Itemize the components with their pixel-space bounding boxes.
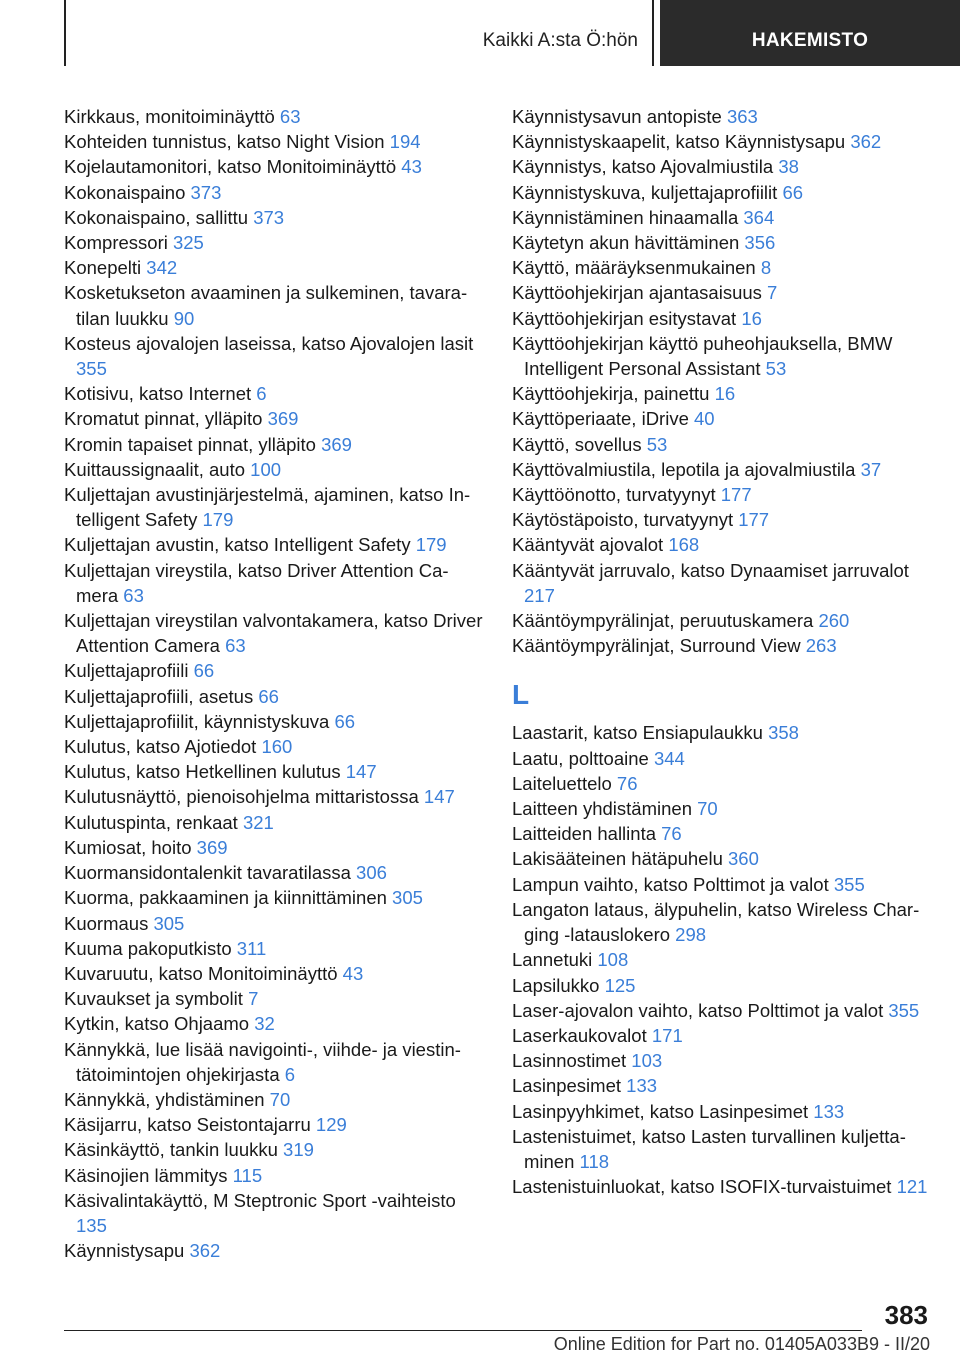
index-list-l <box>512 720 932 1199</box>
index-entry-text: Käynnistyskuva, kuljettajaprofiilit <box>512 181 783 203</box>
index-entry-text: Kuljettajan vireystilan valvontakamera, katso Driver Attention Camera <box>64 610 483 657</box>
index-entry-text: Käytöstäpoisto, turvatyynyt <box>512 509 739 531</box>
index-entry-text: Laser-ajovalon vaihto, katso Polttimot ja valot <box>512 999 889 1021</box>
index-entry <box>512 897 932 947</box>
page-link[interactable]: 168 <box>668 534 700 556</box>
page-link[interactable]: 321 <box>242 811 274 833</box>
index-entry-text: Laastarit, katso Ensiapulaukku <box>512 722 769 744</box>
index-entry-text: Käsinojien lämmitys <box>64 1164 233 1186</box>
index-entry <box>512 821 932 846</box>
index-entry <box>64 608 484 658</box>
page-link[interactable]: 100 <box>250 458 282 480</box>
index-entry <box>64 860 484 885</box>
index-entry-text: Käsivalintakäyttö, M Steptronic Sport -vaihteisto <box>64 1189 456 1211</box>
page-link[interactable]: 133 <box>626 1075 658 1097</box>
index-entry-text: Laserkaukovalot <box>512 1024 652 1046</box>
index-entry-text: Kompressori <box>64 232 173 254</box>
page-link[interactable]: 263 <box>805 635 837 657</box>
index-entry <box>64 734 484 759</box>
index-entry <box>512 720 932 745</box>
page-link[interactable]: 90 <box>173 307 195 329</box>
page-link[interactable]: 66 <box>782 181 804 203</box>
index-entry-text: Käynnistyskaapelit, katso Käynnistysapu <box>512 131 851 153</box>
page-link[interactable]: 325 <box>172 232 204 254</box>
index-entry <box>512 1048 932 1073</box>
page-link[interactable]: 179 <box>202 509 234 531</box>
index-entry <box>512 381 932 406</box>
index-entry-text: Lasinpesimet <box>512 1075 627 1097</box>
index-entry <box>512 104 932 129</box>
index-entry <box>512 482 932 507</box>
page-link[interactable]: 369 <box>196 836 228 858</box>
index-entry <box>64 1011 484 1036</box>
index-entry <box>512 796 932 821</box>
index-entry-text: Kulutus, katso Ajotiedot <box>64 736 262 758</box>
page-link[interactable]: 179 <box>415 534 447 556</box>
index-entry-text: Lastenistuimet, katso Lasten turvallinen kuljettaminen <box>512 1125 906 1172</box>
index-entry-text: Kännykkä, lue lisää navigointi-, viihde- ja viestintätoimintojen ohjekirjasta <box>64 1038 461 1085</box>
page-link[interactable]: 7 <box>248 988 259 1010</box>
page-link[interactable]: 171 <box>651 1024 683 1046</box>
page-link[interactable]: 63 <box>123 584 144 606</box>
index-entry <box>64 558 484 608</box>
page-link[interactable]: 355 <box>833 873 865 895</box>
header-section-box <box>64 0 654 66</box>
index-entry <box>512 1073 932 1098</box>
index-entry <box>512 1174 932 1199</box>
index-entry <box>512 331 932 381</box>
page-link[interactable]: 6 <box>256 383 267 405</box>
page-link[interactable]: 66 <box>193 660 215 682</box>
index-entry-text: Käyttöohjekirjan esitystavat <box>512 307 742 329</box>
page-link[interactable]: 70 <box>269 1088 291 1110</box>
index-entry <box>64 936 484 961</box>
footer-edition-text: Online Edition for Part no. 01405A033B9 - II/20 <box>553 1334 930 1354</box>
index-entry <box>64 835 484 860</box>
index-entry <box>512 255 932 280</box>
index-entry-text: Kotisivu, katso Internet <box>64 383 257 405</box>
page-link[interactable]: 362 <box>189 1240 221 1262</box>
page-link[interactable]: 115 <box>232 1164 263 1186</box>
index-entry <box>64 104 484 129</box>
index-entry-text: Kuorma, pakkaaminen ja kiinnittäminen <box>64 887 393 909</box>
index-entry <box>512 1124 932 1174</box>
index-entry-text: Kuljettajan vireystila, katso Driver Attention Camera <box>64 559 449 606</box>
index-entry <box>512 180 932 205</box>
index-entry <box>64 154 484 179</box>
index-entry <box>512 771 932 796</box>
index-entry <box>512 457 932 482</box>
index-tab-label: HAKEMISTO <box>751 30 869 51</box>
index-entry <box>64 1112 484 1137</box>
page-link[interactable]: 38 <box>778 156 799 178</box>
page-link[interactable]: 125 <box>604 974 636 996</box>
index-list-k-continued <box>512 104 932 658</box>
index-entry-text: Lampun vaihto, katso Polttimot ja valot <box>512 873 834 895</box>
page-link[interactable]: 53 <box>646 433 668 455</box>
index-entry-text: Lapsilukko <box>512 974 605 996</box>
page-link[interactable]: 43 <box>401 156 422 178</box>
index-entry-text: Kuittaussignaalit, auto <box>64 458 251 480</box>
index-entry-text: Kokonaispaino <box>64 181 191 203</box>
page-link[interactable]: 103 <box>631 1050 663 1072</box>
index-entry-text: Käynnistysavun antopiste <box>512 106 727 127</box>
index-entry <box>512 129 932 154</box>
page-link[interactable]: 356 <box>744 232 776 254</box>
index-entry-text: Kääntyvät ajovalot <box>512 534 669 556</box>
index-entry-text: Kuvaruutu, katso Monitoiminäyttö <box>64 962 343 984</box>
index-entry <box>512 558 932 608</box>
index-column-right <box>512 104 932 1199</box>
page-link[interactable]: 16 <box>741 307 762 329</box>
index-entry <box>512 306 932 331</box>
page-link[interactable]: 311 <box>236 937 267 959</box>
page-link[interactable]: 63 <box>225 635 246 657</box>
index-entry <box>64 381 484 406</box>
index-entry <box>64 784 484 809</box>
page-link[interactable]: 147 <box>345 761 377 783</box>
index-entry <box>64 230 484 255</box>
index-entry <box>64 532 484 557</box>
index-entry-text: Kuljettajan avustin, katso Intelligent Safety <box>64 534 416 556</box>
index-entry <box>64 961 484 986</box>
index-entry-text: Kumiosat, hoito <box>64 836 197 858</box>
index-entry-text: Käynnistäminen hinaamalla <box>512 206 744 228</box>
page-link[interactable]: 76 <box>616 772 638 794</box>
index-entry <box>64 658 484 683</box>
index-entry-text: Laatu, polttoaine <box>512 747 654 769</box>
index-entry-text: Käynnistysapu <box>64 1240 190 1262</box>
index-entry-text: Kosteus ajovalojen laseissa, katso Ajovalojen lasit <box>64 332 474 354</box>
index-entry <box>64 759 484 784</box>
index-entry <box>64 810 484 835</box>
index-entry-text: Kuormaus <box>64 912 154 934</box>
index-entry-text: Kojelautamonitori, katso Monitoiminäyttö <box>64 156 402 178</box>
index-entry <box>512 998 932 1023</box>
index-entry-text: Käyttöohjekirjan käyttö puheohjauksella, BMW Intelligent Personal Assistant <box>512 332 893 380</box>
section-label: Kaikki A:sta Ö:hön <box>482 30 638 51</box>
index-entry-text: Lasinnostimet <box>512 1050 632 1072</box>
index-entry-text: Kulutus, katso Hetkellinen kulutus <box>64 761 346 783</box>
page-link[interactable]: 342 <box>146 257 178 279</box>
index-tab[interactable] <box>660 0 960 66</box>
page-link[interactable]: 70 <box>697 798 718 820</box>
index-entry <box>64 1188 484 1238</box>
index-entry <box>64 129 484 154</box>
page-link[interactable]: 194 <box>389 131 421 153</box>
index-entry-text: Kosketukseton avaaminen ja sulkeminen, tavaratilan luukku <box>64 282 468 329</box>
index-entry <box>512 846 932 871</box>
index-entry <box>64 1163 484 1188</box>
index-entry <box>64 885 484 910</box>
index-entry-text: Kuljettajaprofiili <box>64 660 194 682</box>
page-link[interactable]: 135 <box>76 1214 107 1236</box>
index-entry-text: Kytkin, katso Ohjaamo <box>64 1013 255 1035</box>
index-entry-text: Kromatut pinnat, ylläpito <box>64 408 268 430</box>
page-link[interactable]: 355 <box>76 358 107 380</box>
index-entry-text: Kokonaispaino, sallittu <box>64 206 254 228</box>
page-link[interactable]: 160 <box>261 736 293 758</box>
page-link[interactable]: 66 <box>258 685 279 707</box>
index-entry <box>512 154 932 179</box>
page-link[interactable]: 43 <box>342 962 364 984</box>
index-entry <box>64 709 484 734</box>
page-link[interactable]: 369 <box>267 408 299 430</box>
index-entry <box>64 1037 484 1087</box>
page-link[interactable]: 373 <box>190 181 222 203</box>
page-link[interactable]: 7 <box>767 282 778 304</box>
index-entry <box>64 331 484 381</box>
index-entry-text: Kuuma pakoputkisto <box>64 937 237 959</box>
index-entry <box>512 947 932 972</box>
index-entry-text: Käyttövalmiustila, lepotila ja ajovalmiustila <box>512 458 861 480</box>
index-entry <box>512 1099 932 1124</box>
page-link[interactable]: 118 <box>579 1150 610 1172</box>
index-entry-text: Kääntyvät jarruvalo, katso Dynaamiset jarruvalot <box>512 559 909 581</box>
index-entry <box>512 746 932 771</box>
index-entry-text: Käyttöperiaate, iDrive <box>512 408 695 430</box>
index-section-letter: L <box>512 679 530 711</box>
page-link[interactable]: 121 <box>896 1176 928 1198</box>
index-entry <box>64 205 484 230</box>
index-entry-text: Kännykkä, yhdistäminen <box>64 1088 270 1110</box>
index-entry <box>64 482 484 532</box>
page-link[interactable]: 6 <box>284 1063 296 1085</box>
page-link[interactable]: 8 <box>760 257 772 279</box>
page-link[interactable]: 305 <box>153 912 185 934</box>
page-link[interactable]: 16 <box>714 383 736 405</box>
page-link[interactable]: 37 <box>860 458 882 480</box>
index-entry <box>512 608 932 633</box>
index-entry <box>512 1023 932 1048</box>
index-entry <box>64 457 484 482</box>
index-entry-text: Kirkkaus, monitoiminäyttö <box>64 106 280 127</box>
index-entry <box>512 973 932 998</box>
index-entry <box>512 633 932 658</box>
index-entry-text: Kuormansidontalenkit tavaratilassa <box>64 862 357 884</box>
index-entry <box>64 684 484 709</box>
index-entry-text: Käytetyn akun hävittäminen <box>512 232 745 254</box>
page-link[interactable]: 260 <box>818 610 850 632</box>
index-entry-text: Lastenistuinluokat, katso ISOFIX-turvaistuimet <box>512 1176 897 1198</box>
page-link[interactable]: 147 <box>423 786 455 808</box>
page-link[interactable]: 355 <box>888 999 920 1021</box>
page-link[interactable]: 32 <box>254 1013 275 1035</box>
index-entry-text: Laitteiden hallinta <box>512 823 662 845</box>
index-entry-text: Käyttö, määräyksenmukainen <box>512 257 761 279</box>
index-entry-text: Kohteiden tunnistus, katso Night Vision <box>64 131 390 153</box>
index-entry-text: Laitteen yhdistäminen <box>512 798 698 820</box>
index-entry <box>64 986 484 1011</box>
page-link[interactable]: 362 <box>850 131 882 153</box>
index-entry <box>512 532 932 557</box>
index-entry-text: Käyttöönotto, turvatyynyt <box>512 484 721 506</box>
footer-divider <box>64 1330 862 1331</box>
index-entry-text: Kulutuspinta, renkaat <box>64 811 243 833</box>
index-entry-text: Lannetuki <box>512 949 598 971</box>
index-entry-text: Käsinkäyttö, tankin luukku <box>64 1139 284 1161</box>
page-link[interactable]: 63 <box>279 106 301 127</box>
index-entry <box>512 230 932 255</box>
index-column-left <box>64 104 484 1263</box>
page-link[interactable]: 177 <box>720 484 752 506</box>
page-link[interactable]: 129 <box>315 1114 347 1136</box>
index-entry <box>512 432 932 457</box>
page-link[interactable]: 306 <box>356 862 387 884</box>
page-link[interactable]: 360 <box>728 848 759 870</box>
index-entry <box>64 1087 484 1112</box>
index-entry-text: Kääntöympyrälinjat, Surround View <box>512 635 806 657</box>
index-entry-text: Käynnistys, katso Ajovalmiustila <box>512 156 779 178</box>
page-link[interactable]: 66 <box>334 710 356 732</box>
index-entry <box>64 406 484 431</box>
page-link[interactable]: 373 <box>253 206 285 228</box>
page-link[interactable]: 319 <box>283 1139 314 1161</box>
index-entry <box>512 872 932 897</box>
page-link[interactable]: 133 <box>813 1100 845 1122</box>
index-entry-text: Kuljettajaprofiilit, käynnistyskuva <box>64 710 335 732</box>
page-link[interactable]: 298 <box>675 924 707 946</box>
index-entry <box>64 255 484 280</box>
page-link[interactable]: 108 <box>597 949 629 971</box>
index-entry <box>64 1137 484 1162</box>
index-entry <box>64 911 484 936</box>
page-link[interactable]: 177 <box>738 509 770 531</box>
index-entry-text: Kääntöympyrälinjat, peruutuskamera <box>512 610 819 632</box>
index-entry <box>512 205 932 230</box>
index-entry <box>512 406 932 431</box>
index-entry-text: Kuljettajaprofiili, asetus <box>64 685 259 707</box>
index-entry <box>64 1238 484 1263</box>
index-entry-text: Konepelti <box>64 257 147 279</box>
index-entry-text: Käsijarru, katso Seistontajarru <box>64 1114 316 1136</box>
index-entry-text: Kromin tapaiset pinnat, ylläpito <box>64 433 322 455</box>
page-link[interactable]: 76 <box>661 823 682 845</box>
page-link[interactable]: 364 <box>743 206 775 228</box>
index-entry <box>64 180 484 205</box>
index-entry-text: Laiteluettelo <box>512 772 617 794</box>
index-entry <box>512 507 932 532</box>
page-link[interactable]: 217 <box>524 584 555 606</box>
index-entry-text: Kulutusnäyttö, pienoisohjelma mittaristossa <box>64 786 424 808</box>
index-entry-text: Lakisääteinen hätäpuhelu <box>512 848 729 870</box>
page-number: 383 <box>884 1300 928 1330</box>
index-entry-text: Käyttöohjekirjan ajantasaisuus <box>512 282 768 304</box>
index-entry-text: Käyttöohjekirja, painettu <box>512 383 715 405</box>
page-link[interactable]: 53 <box>765 358 787 380</box>
page-link[interactable]: 363 <box>726 106 758 127</box>
page-link[interactable]: 344 <box>653 747 685 769</box>
index-entry <box>64 432 484 457</box>
index-entry-text: Langaton lataus, älypuhelin, katso Wireless Charging -latauslokero <box>512 898 920 946</box>
page-link[interactable]: 40 <box>694 408 715 430</box>
index-entry-text: Käyttö, sovellus <box>512 433 647 455</box>
page-link[interactable]: 305 <box>392 887 423 909</box>
index-entry-text: Kuljettajan avustinjärjestelmä, ajaminen, katso Intelligent Safety <box>64 484 471 531</box>
page-link[interactable]: 369 <box>321 433 352 455</box>
index-entry <box>512 280 932 305</box>
index-entry <box>64 280 484 330</box>
index-entry-text: Kuvaukset ja symbolit <box>64 988 249 1010</box>
index-entry-text: Lasinpyyhkimet, katso Lasinpesimet <box>512 1100 814 1122</box>
page-link[interactable]: 358 <box>768 722 799 744</box>
